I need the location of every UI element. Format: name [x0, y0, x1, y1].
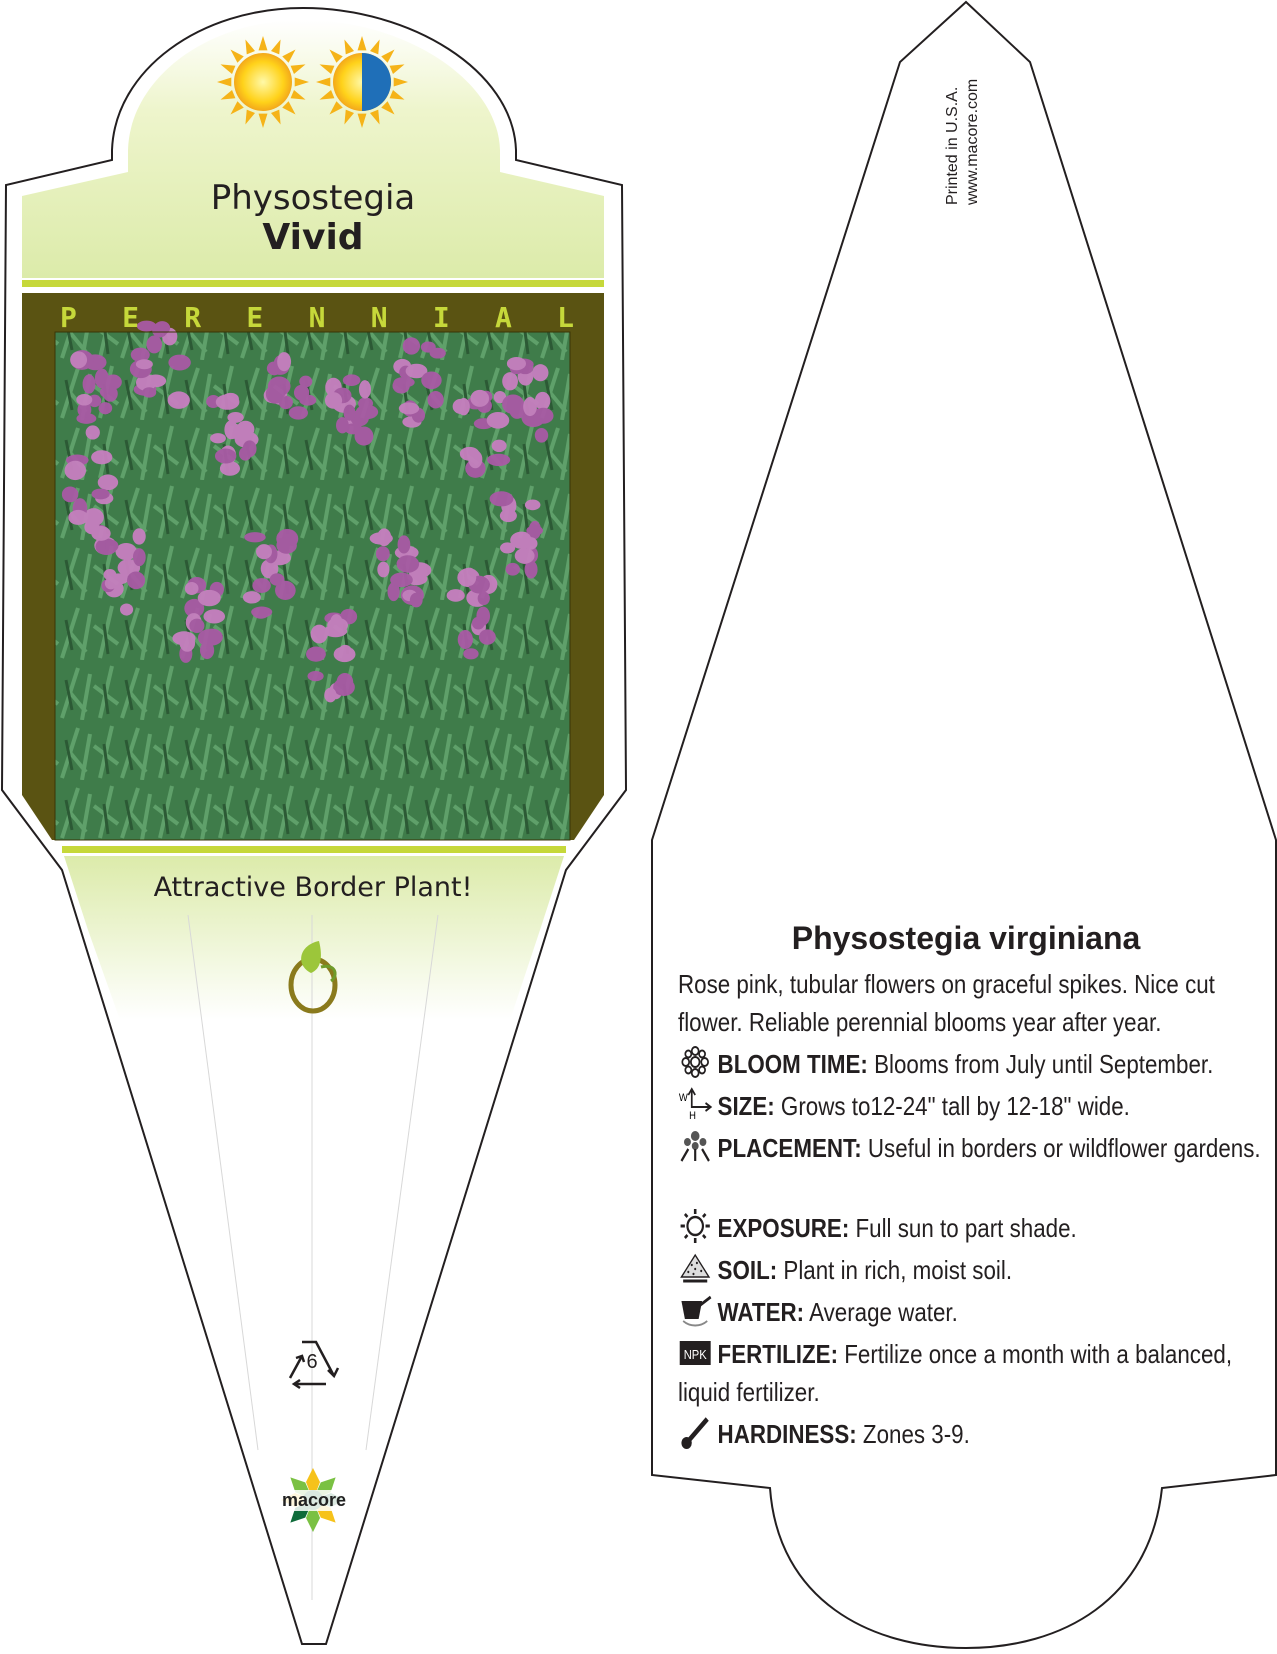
care-label: SOIL:: [717, 1255, 778, 1285]
flower-bloom: [507, 357, 526, 370]
soil-icon: [678, 1251, 712, 1283]
flower-bloom: [127, 572, 145, 590]
care-text: Grows to12-24" tall by 12-18" wide.: [780, 1091, 1130, 1121]
flower-bloom: [65, 461, 86, 480]
flower-bloom: [532, 364, 548, 381]
flower-bloom: [525, 500, 541, 511]
care-soil: [678, 1251, 1277, 1289]
flower-bloom: [343, 374, 361, 386]
tagline: Attractive Border Plant!: [153, 872, 473, 903]
flower-bloom: [453, 399, 469, 414]
flower-bloom: [462, 568, 476, 586]
care-bloom-time: [678, 1045, 1277, 1083]
flower-bloom: [358, 397, 373, 409]
flower-bloom: [198, 629, 219, 646]
flower-bloom: [266, 384, 285, 404]
npk-text: NPK: [683, 1347, 707, 1363]
flower-icon: [678, 1045, 712, 1077]
flower-bloom: [463, 648, 478, 659]
flower-bloom: [172, 631, 195, 645]
flower-bloom: [390, 573, 413, 588]
category-letter: R: [184, 300, 202, 334]
flower-bloom: [399, 402, 419, 414]
category-letter: I: [432, 300, 450, 334]
flower-bloom: [359, 380, 371, 398]
flower-bloom: [472, 617, 485, 630]
flower-bloom: [492, 440, 507, 452]
flower-bloom: [458, 630, 473, 649]
flower-bloom: [243, 440, 257, 457]
care-text: Plant in rich, moist soil.: [783, 1255, 1013, 1285]
flower-bloom: [244, 532, 265, 542]
flower-bloom: [392, 378, 409, 393]
brand-name: macore: [264, 1490, 364, 1511]
flower-bloom: [500, 509, 517, 522]
flower-bloom: [100, 386, 117, 399]
recycle-number: 6: [306, 1351, 318, 1373]
flower-bloom: [500, 542, 515, 553]
watering-can-icon: [678, 1293, 712, 1325]
care-fertilize: [678, 1335, 1277, 1411]
care-text: Average water.: [809, 1297, 958, 1327]
flower-bloom: [168, 391, 190, 408]
variety-name: Vivid: [262, 217, 364, 258]
plant-name: Physostegia: [210, 178, 416, 218]
flower-bloom: [377, 562, 389, 578]
flower-bloom: [502, 394, 524, 414]
category-letter: L: [557, 300, 574, 334]
category-letter: E: [246, 300, 264, 334]
flower-bloom: [487, 412, 510, 429]
category-label: [22, 296, 604, 338]
flower-bloom: [62, 486, 78, 502]
care-label: HARDINESS:: [717, 1419, 857, 1449]
flower-bloom: [275, 581, 296, 600]
flower-bloom: [210, 433, 226, 443]
flower-bloom: [215, 449, 236, 464]
flower-bloom: [256, 544, 272, 559]
flower-bloom: [333, 678, 355, 696]
sun-icon: [678, 1209, 712, 1241]
printed-line: Printed in U.S.A.: [944, 86, 961, 205]
flower-bloom: [98, 475, 118, 491]
flower-bloom: [479, 629, 496, 644]
care-placement: [678, 1129, 1277, 1167]
care-label: SIZE:: [717, 1091, 775, 1121]
flower-bloom: [506, 563, 520, 576]
flower-bloom: [470, 390, 489, 407]
flower-bloom: [189, 619, 204, 633]
flower-bloom: [324, 625, 348, 637]
flower-bloom: [430, 348, 446, 359]
flower-bloom: [70, 351, 87, 368]
flower-bloom: [427, 391, 443, 408]
care-label: FERTILIZE:: [717, 1339, 839, 1369]
flower-bloom: [86, 425, 100, 439]
flower-bloom: [99, 402, 113, 414]
placement-icon: [678, 1129, 712, 1161]
flower-bloom: [308, 671, 324, 681]
care-size: [678, 1087, 1277, 1125]
flower-bloom: [253, 580, 267, 590]
flower-bloom: [252, 607, 269, 619]
care-water: [678, 1293, 1277, 1331]
category-letter: P: [60, 300, 77, 334]
flower-bloom: [289, 406, 308, 419]
flower-bloom: [478, 592, 490, 605]
size-icon: [678, 1087, 712, 1119]
full-sun-icon: [217, 36, 309, 128]
flower-bloom: [325, 392, 342, 409]
flower-bloom: [91, 450, 112, 464]
plant-photo: [55, 321, 570, 840]
header-rule: [22, 280, 604, 287]
care-text: Blooms from July until September.: [874, 1049, 1214, 1079]
flower-bloom: [376, 546, 390, 561]
flower-bloom: [535, 428, 548, 443]
flower-bloom: [146, 335, 162, 353]
flower-bloom: [83, 374, 96, 393]
description: Rose pink, tubular flowers on graceful spikes. Nice cut flower. Reliable perennial blooms year after year.: [678, 969, 1215, 1037]
website: www.macore.com: [964, 78, 981, 205]
flower-bloom: [133, 548, 146, 566]
flower-bloom: [502, 372, 518, 390]
flower-bloom: [198, 590, 221, 606]
flower-bloom: [515, 548, 535, 564]
flower-bloom: [487, 454, 510, 466]
flower-bloom: [306, 647, 326, 662]
care-exposure: [678, 1209, 1277, 1247]
botanical-name: Physostegia virginiana: [791, 920, 1141, 956]
print-info: [943, 79, 983, 205]
flower-bloom: [277, 352, 291, 371]
flower-bloom: [142, 387, 156, 397]
flower-bloom: [397, 555, 420, 572]
flower-bloom: [524, 537, 538, 550]
flower-bloom: [421, 371, 441, 389]
flower-bloom: [168, 355, 190, 371]
flower-bloom: [276, 537, 297, 554]
flower-bloom: [294, 385, 309, 401]
flower-bloom: [355, 427, 374, 446]
flower-bloom: [92, 489, 110, 500]
category-letter: N: [370, 300, 388, 334]
flower-bloom: [336, 417, 349, 433]
flower-bloom: [120, 603, 133, 615]
flower-bloom: [243, 591, 261, 603]
flower-bloom: [185, 582, 199, 595]
flower-bloom: [523, 397, 537, 416]
flower-bloom: [136, 359, 153, 369]
npk-icon: [678, 1335, 712, 1367]
flower-bloom: [535, 392, 551, 410]
size-icon-w: W: [678, 1092, 688, 1105]
flower-bloom: [105, 540, 118, 552]
flower-bloom: [490, 491, 514, 506]
flower-bloom: [324, 688, 336, 703]
flower-bloom: [377, 528, 391, 546]
care-text: Zones 3-9.: [862, 1419, 970, 1449]
category-letter: N: [308, 300, 326, 334]
tagline-rule: [62, 846, 566, 853]
care-label: BLOOM TIME:: [717, 1049, 868, 1079]
care-label: EXPOSURE:: [717, 1213, 850, 1243]
flower-bloom: [76, 394, 92, 406]
size-icon-h: H: [689, 1110, 697, 1121]
part-sun-icon: [316, 36, 408, 128]
category-letter: A: [494, 300, 512, 334]
flower-bloom: [410, 593, 423, 608]
flower-bloom: [398, 535, 411, 553]
flower-bloom: [403, 337, 420, 354]
care-label: WATER:: [717, 1297, 805, 1327]
flower-bloom: [447, 589, 465, 602]
flower-bloom: [220, 461, 240, 476]
flower-bloom: [84, 520, 99, 535]
care-label: PLACEMENT:: [717, 1133, 862, 1163]
care-text: Full sun to part shade.: [855, 1213, 1077, 1243]
flower-bloom: [526, 526, 543, 536]
flower-bloom: [203, 609, 225, 623]
flower-bloom: [105, 577, 117, 589]
care-text: Useful in borders or wildflower gardens.: [867, 1133, 1261, 1163]
flower-bloom: [133, 528, 146, 544]
flower-bloom: [222, 393, 239, 405]
flower-bloom: [68, 510, 88, 525]
category-letter: E: [122, 300, 139, 334]
flower-bloom: [460, 447, 480, 461]
thermometer-icon: [678, 1415, 712, 1447]
care-hardiness: [678, 1415, 1277, 1453]
care-text: Fertilize once a month with a balanced, liquid fertilizer.: [678, 1339, 1233, 1407]
flower-bloom: [334, 646, 356, 662]
